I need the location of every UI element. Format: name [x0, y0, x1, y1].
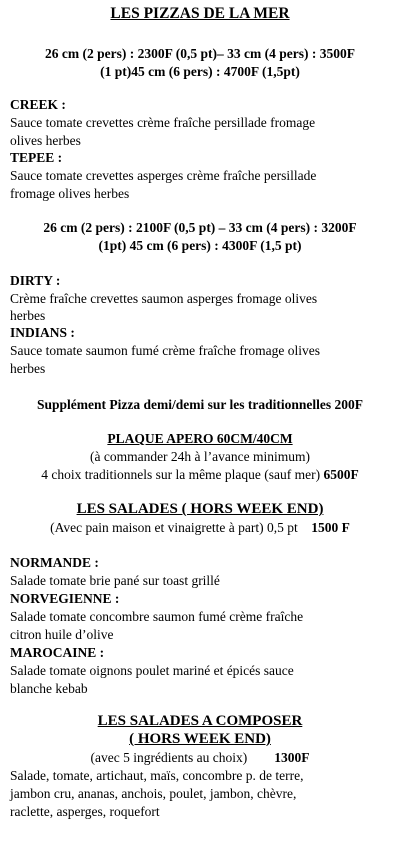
compose-subtitle	[0, 749, 400, 767]
creek-name: CREEK :	[10, 97, 66, 112]
creek-desc-2: olives herbes	[10, 133, 81, 148]
sea-price-line-2: (1 pt)45 cm (6 pers) : 4700F (1,5pt)	[100, 64, 300, 79]
indians-name: INDIANS :	[10, 325, 75, 340]
sea-price2-line-1: 26 cm (2 pers) : 2100F (0,5 pt) – 33 cm (4 pers) : 3200F	[43, 220, 357, 235]
dirty-desc-2: herbes	[10, 308, 46, 323]
compose-ingredients-3: raclette, asperges, roquefort	[10, 804, 160, 819]
apero-note: (à commander 24h à l’avance minimum)	[89, 449, 311, 464]
dirty-desc-1: Crème fraîche crevettes saumon asperges fromage olives	[10, 291, 318, 306]
creek-desc-1: Sauce tomate crevettes crème fraîche persillade fromage	[10, 115, 316, 130]
salads-subtitle	[0, 519, 400, 537]
indians-desc-1: Sauce tomate saumon fumé crème fraîche fromage olives	[10, 343, 320, 358]
compose-ingredients-1: Salade, tomate, artichaut, maïs, concombre p. de terre,	[10, 768, 304, 783]
sea-pizzas-title: LES PIZZAS DE LA MER	[110, 5, 290, 22]
salads-price: 1500 F	[311, 520, 350, 535]
norvegienne-name: NORVEGIENNE :	[10, 591, 120, 606]
compose-price: 1300F	[274, 750, 310, 765]
salads-subtitle-text: (Avec pain maison et vinaigrette à part) 0,5 pt	[50, 520, 298, 535]
sea-price2-line-2: (1pt) 45 cm (6 pers) : 4300F (1,5 pt)	[98, 238, 302, 253]
sea-price-line-1: 26 cm (2 pers) : 2300F (0,5 pt)– 33 cm (4 pers) : 3500F	[45, 46, 355, 61]
compose-subtitle-text: (avec 5 ingrédients au choix)	[90, 750, 248, 765]
tepee-name: TEPEE :	[10, 150, 63, 165]
supplement-note: Supplément Pizza demi/demi sur les traditionnelles 200F	[37, 397, 363, 412]
norvegienne-desc-2: citron huile d’olive	[10, 627, 114, 642]
apero-price: 6500F	[323, 467, 359, 482]
compose-ingredients-2: jambon cru, ananas, anchois, poulet, jambon, chèvre,	[10, 786, 297, 801]
indians-desc-2: herbes	[10, 361, 46, 376]
normande-desc-1: Salade tomate brie pané sur toast grillé	[10, 573, 220, 588]
tepee-desc-1: Sauce tomate crevettes asperges crème fraîche persillade	[10, 168, 317, 183]
marocaine-desc-1: Salade tomate oignons poulet mariné et épicés sauce	[10, 663, 294, 678]
salads-title: LES SALADES ( HORS WEEK END)	[76, 501, 324, 517]
apero-title: PLAQUE APERO 60CM/40CM	[107, 431, 293, 446]
apero-desc-text: 4 choix traditionnels sur la même plaque (sauf mer)	[41, 467, 321, 482]
compose-title-2: ( HORS WEEK END)	[129, 731, 271, 747]
apero-desc	[0, 466, 400, 484]
norvegienne-desc-1: Salade tomate concombre saumon fumé crème fraîche	[10, 609, 304, 624]
compose-title-1: LES SALADES A COMPOSER	[97, 713, 303, 729]
marocaine-desc-2: blanche kebab	[10, 681, 88, 696]
normande-name: NORMANDE :	[10, 555, 99, 570]
dirty-name: DIRTY :	[10, 273, 61, 288]
marocaine-name: MAROCAINE :	[10, 645, 105, 660]
tepee-desc-2: fromage olives herbes	[10, 186, 130, 201]
